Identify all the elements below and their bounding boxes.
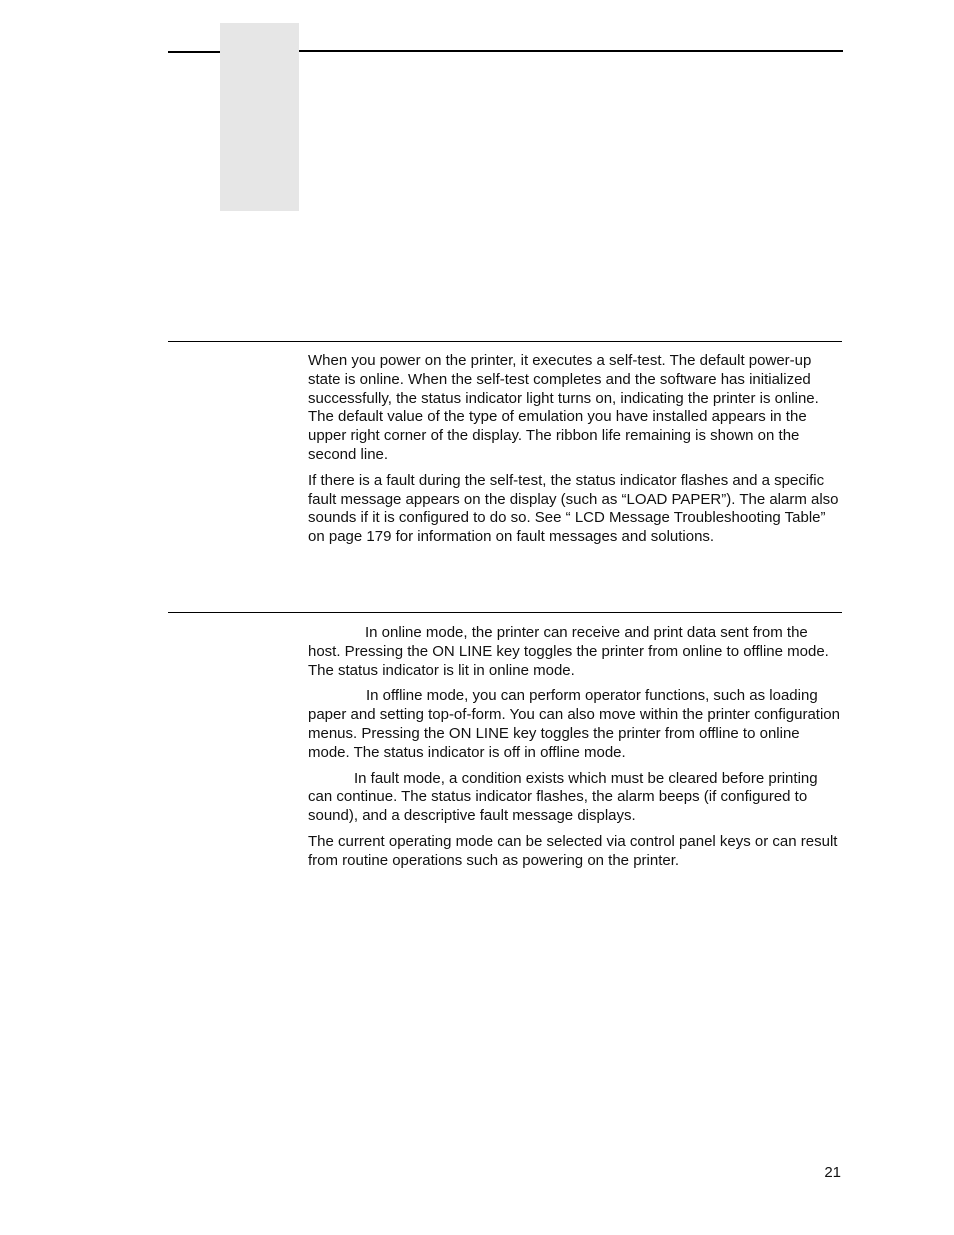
top-rule-right (299, 50, 843, 52)
paragraph-mode-selection: The current operating mode can be selected via control panel keys or can result from routine operations such as powering on the printer. (308, 832, 838, 869)
offline-mode-text: In offline mode, you can perform operator functions, such as loading paper and setting top-of-form. You can also move within the printer configuration menus. Pressing the ON LINE key toggles the printer from offline to online mode. The status indicator is off in offline mode. (308, 687, 840, 761)
page-number: 21 (824, 1164, 841, 1181)
section-rule-operating-modes (168, 612, 842, 613)
paragraph-fault-mode (308, 770, 842, 826)
paragraph-offline-mode (308, 687, 842, 762)
paragraph-self-test-fault: If there is a fault during the self-test, the status indicator flashes and a specific fault message appears on the display (such as “LOAD PAPER”). The alarm also sounds if it is configured to do so. See “ LCD Message Troubleshooting Table” on page 179 for information on fault messages and solutions. (308, 471, 839, 546)
section-power-on (308, 352, 842, 547)
section-operating-modes (308, 624, 842, 871)
paragraph-online-mode (308, 624, 842, 680)
fault-mode-text: In fault mode, a condition exists which must be cleared before printing can continue. The status indicator flashes, the alarm beeps (if configured to sound), and a descriptive fault message displays. (308, 769, 818, 825)
top-rule-left (168, 51, 220, 53)
chapter-tab (220, 23, 299, 211)
paragraph-power-on-self-test: When you power on the printer, it executes a self-test. The default power-up state is online. When the self-test completes and the software has initialized successfully, the status indicator light turns on, indicating the printer is online. The default value of the type of emulation you have installed appears in the upper right corner of the display. The ribbon life remaining is shown on the second line. (308, 352, 819, 463)
section-rule-power-on (168, 341, 842, 342)
online-mode-text: In online mode, the printer can receive and print data sent from the host. Pressing the ON LINE key toggles the printer from online to offline mode. The status indicator is lit in online mode. (308, 624, 829, 679)
